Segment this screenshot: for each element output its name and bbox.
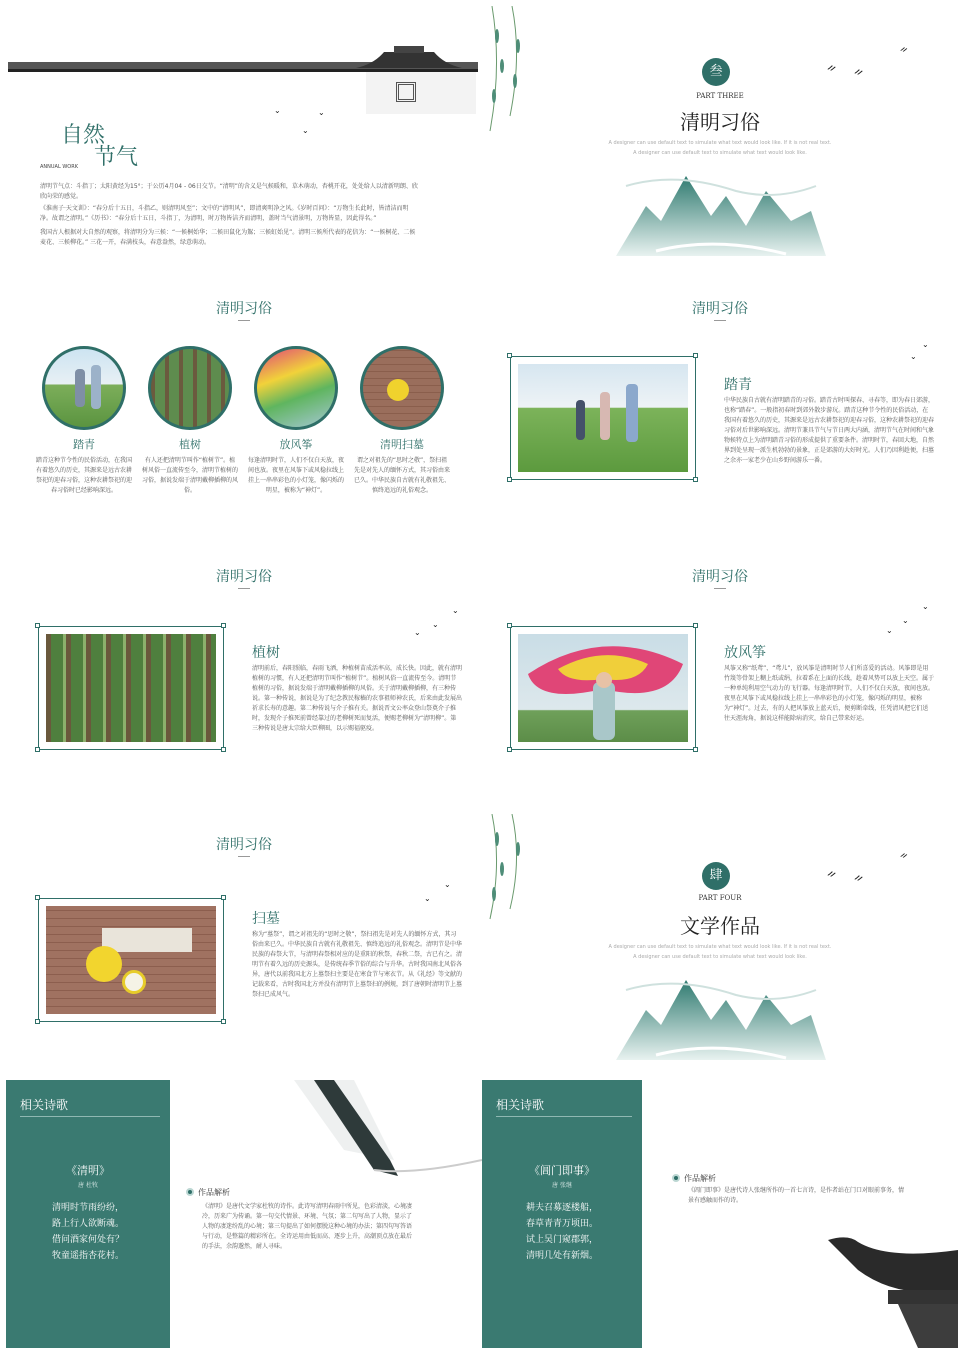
photo-tomb <box>46 906 216 1014</box>
section-title: 清明习俗 <box>216 301 272 317</box>
title-underline <box>238 588 250 589</box>
item-label: 清明扫墓 <box>380 438 424 451</box>
panel-title: 相关诗歌 <box>20 1098 69 1112</box>
item-heading: 扫墓 <box>252 911 280 927</box>
bird-icon: ⌄ <box>414 628 421 637</box>
slide-outing <box>482 278 958 546</box>
poem-line: 清明几处有新烟。 <box>525 1251 598 1261</box>
title-b: 节气 <box>94 145 139 170</box>
bird-icon: ᨀ <box>900 44 909 55</box>
section-title: 清明习俗 <box>692 301 748 317</box>
analysis-label: 作品解析 <box>684 1174 716 1183</box>
frame-corner <box>35 1019 40 1024</box>
mountain-illustration <box>616 166 826 270</box>
slide-tree-planting <box>6 546 482 814</box>
roof-corner-illustration <box>828 1230 958 1348</box>
photo-trees <box>46 634 216 742</box>
section-title: 清明习俗 <box>216 837 272 853</box>
part-desc-2: A designer can use default text to simulate what text would look like. <box>633 150 807 156</box>
frame-corner <box>221 1019 226 1024</box>
frame-corner <box>693 747 698 752</box>
willow-illustration <box>482 814 542 924</box>
poem-line: 路上行人欲断魂。 <box>51 1219 124 1229</box>
section-title: 清明习俗 <box>692 569 748 585</box>
custom-item <box>248 346 344 496</box>
frame-corner <box>35 895 40 900</box>
frame-corner <box>507 477 512 482</box>
photo-outing <box>518 364 688 472</box>
bird-icon: ⌄ <box>902 616 909 625</box>
lattice-window-icon <box>396 82 416 102</box>
title-underline <box>238 320 250 321</box>
roof-eave-illustration <box>294 1080 482 1190</box>
custom-item <box>354 346 450 496</box>
subtitle: ANNUAL WORK <box>40 164 78 170</box>
frame-corner <box>693 477 698 482</box>
bullet-dot <box>186 1188 194 1196</box>
slide-tomb-sweeping <box>6 814 482 1082</box>
item-heading: 踏青 <box>724 377 752 393</box>
frame-corner <box>221 895 226 900</box>
item-text: 有人还把清明节叫作“植树节”。植树风俗一直流传至今，清明节植树的习俗，据说发端于清明戴柳插柳的风俗。 <box>142 457 239 494</box>
item-paragraph: 中华民族自古就有清明踏青的习俗。踏青古时叫探春、寻春等，即为春日郊游，也称“踏春”。一般指初春时到郊外散步游玩。踏青这种节令性的民俗活动，在我国有着悠久的历史，其源来是远古农耕祭祀的迎春习俗，这种农耕祭祀的迎春习俗对后世影响深远。清明节兼具节气与节日两大内涵，清明节气在时间和气象物候特点上为清明踏青习俗的形成提供了重要条件。清明时节，春回大地，自然界到处呈现一派生机勃勃的景象，正是郊游的大好时光。人们乃因利趁便，扫墓之余亦一家老少在山乡野间游乐一番。 <box>724 397 935 464</box>
bird-icon: ⌄ <box>910 352 917 361</box>
custom-item <box>142 346 238 496</box>
bird-icon: ⌄ <box>424 894 431 903</box>
poem-line: 借问酒家何处有？ <box>51 1235 124 1245</box>
item-paragraph: 清明前后，春阳照临，春雨飞洒，种植树苗成活率高，成长快。因此，就有清明植树的习惯，有人还把清明节叫作“植树节”。植树风俗一直流传至今。清明节植树的习俗，据说发端于清明戴柳插柳的风俗。关于清明戴柳插柳，有三种传说。第一种传说，据说是为了纪念教民稼穑的农事祖师神农氏，后来由此发展出祈求长寿的意趣。第二种传说与介子推有关。据说晋文公率众登山祭奠介子推时，发现介子推死前曾经靠过的老柳树死而复活，便赐老柳树为“清明柳”。第三种传说是唐太宗给大臣柳圈，以示赐福驱疫。 <box>252 665 463 732</box>
item-text: 每逢清明时节，人们不仅白天放，夜间也放。夜里在风筝下或风稳拉线上挂上一串串彩色的小灯笼，像闪烁的明星，被称为“神灯”。 <box>248 457 345 494</box>
title-underline <box>714 320 726 321</box>
part-desc-1: A designer can use default text to simulate what text would look like. If it is not real text. <box>608 944 832 950</box>
slide-poem-changmen <box>482 1080 958 1348</box>
frame-corner <box>221 623 226 628</box>
bird-icon: ᨀ <box>854 64 864 78</box>
title-underline <box>238 856 250 857</box>
panel-title-underline <box>496 1116 632 1117</box>
slide-customs-overview <box>6 278 482 546</box>
bird-icon: ⌄ <box>302 126 309 135</box>
paragraph-3: 我国古人根据对大自然的观察，将清明分为三候：“一候桐始华；二候田鼠化为鴽；三候虹始见”。清明三候所代表的花信为：“一候桐花、二候麦花、三候柳花。” 三花一开，春满枝头，春意盎然，绿意萌动。 <box>40 229 416 246</box>
item-text: 谓之对祖先的“思时之敬”，祭扫祖先是对先人的缅怀方式，其习俗由来已久。中华民族自古就有礼敬祖先、慎终追远的礼俗观念。 <box>354 457 451 494</box>
photo-circle-tomb <box>360 346 444 430</box>
bird-icon: ⌄ <box>444 880 451 889</box>
bird-icon: ⌄ <box>886 626 893 635</box>
analysis-label: 作品解析 <box>198 1188 230 1197</box>
bird-icon: ⌄ <box>274 106 281 115</box>
pavilion-roof-illustration <box>354 42 464 72</box>
part-label: PART FOUR <box>698 894 742 902</box>
slide-part-four <box>482 814 958 1082</box>
item-label: 踏青 <box>73 438 95 451</box>
slide-part-three <box>482 6 958 274</box>
paragraph-2: 《淮南子·天文训》：“春分后十五日，斗指乙，则清明风至”；文中的“清明风”，即清爽明净之风。《岁时百问》：“万物生长此时，皆清洁而明净。故谓之清明。”《历书》：“春分后十五日，斗指丁，为清明，时万物皆洁齐而清明，盖时当气清景明，万物皆显，因此得名。” <box>40 205 409 222</box>
analysis-text: 《阊门即事》是唐代诗人张继所作的一首七言诗，是作者站在门口对眼前事务，情景有感触而作的诗。 <box>688 1187 905 1204</box>
mountain-illustration <box>616 970 826 1074</box>
frame-corner <box>35 747 40 752</box>
bird-icon: ᨀ <box>827 60 837 74</box>
bird-icon: ⌄ <box>922 340 929 349</box>
frame-corner <box>507 747 512 752</box>
title-a: 自然 <box>61 123 106 148</box>
frame-corner <box>221 747 226 752</box>
panel-title: 相关诗歌 <box>496 1098 545 1112</box>
photo-circle-trees <box>148 346 232 430</box>
poem-author: 唐 杜牧 <box>78 1182 98 1189</box>
bird-icon: ᨀ <box>827 866 837 880</box>
poem-title: 《阊门即事》 <box>529 1164 595 1177</box>
slide-kite-flying <box>482 546 958 814</box>
bird-icon: ᨀ <box>854 870 864 884</box>
item-label: 植树 <box>179 438 201 451</box>
item-paragraph: 风筝又称“纸鸢”、“鸢儿”，放风筝是清明时节人们所喜爱的活动。风筝即是用竹篾等骨架上糊上纸或绢，拉着系在上面的长线，趁着风势可以放上天空。属于一种单纯利用空气动力的飞行器。每逢清明时节，人们不仅白天放，夜间也放。夜里在风筝下或风稳拉线上挂上一串串彩色的小灯笼，像闪烁的明星，被称为“神灯”。过去，有的人把风筝放上蓝天后，便剪断牵线，任凭清风把它们送往天涯海角，据说这样能除病消灾，给自己带来好运。 <box>724 665 935 722</box>
custom-item <box>36 346 132 496</box>
poem-author: 唐 张继 <box>552 1182 572 1189</box>
frame-corner <box>693 623 698 628</box>
item-label: 放风筝 <box>279 438 313 451</box>
analysis-text: 《清明》是唐代文学家杜牧的诗作。此诗写清明春雨中所见，色彩清淡，心境凄冷，历来广为传诵。第一句交代情景、环境、气氛；第二句写出了人物，显示了人物的凄迷纷乱的心境；第三句提出了如何摆脱这种心境的办法；第四句写答语与行动，是整篇的精彩所在。全诗运用由低而高、逐步上升，高潮顶点放在最后的手法，余韵邈然，耐人寻味。 <box>202 1203 413 1250</box>
frame-corner <box>507 353 512 358</box>
teal-panel <box>482 1080 642 1348</box>
teal-panel <box>6 1080 170 1348</box>
photo-circle-kite <box>254 346 338 430</box>
poem-line: 春草青青万顷田。 <box>525 1219 598 1229</box>
slide-natural-solar-term <box>6 6 482 274</box>
panel-title-underline <box>20 1116 160 1117</box>
frame-corner <box>693 353 698 358</box>
wall-body-illustration <box>366 72 476 114</box>
item-heading: 植树 <box>252 645 280 661</box>
item-text: 踏青这种节令性的民俗活动，在我国有着悠久的历史，其源来是远古农耕祭祀的迎春习俗，这种农耕祭祀的迎春习俗时已经影响深远。 <box>36 457 133 494</box>
badge-circle: 叁 <box>702 58 730 86</box>
item-heading: 放风筝 <box>724 645 766 661</box>
part-desc-1: A designer can use default text to simulate what text would look like. If it is not real text. <box>608 140 832 146</box>
bird-icon: ᨀ <box>900 850 909 861</box>
part-desc-2: A designer can use default text to simulate what text would look like. <box>633 954 807 960</box>
badge-circle: 肆 <box>702 862 730 890</box>
poem-line: 清明时节雨纷纷， <box>51 1203 124 1213</box>
title-underline <box>714 588 726 589</box>
part-title: 文学作品 <box>680 914 760 938</box>
frame-corner <box>35 623 40 628</box>
bird-icon: ⌄ <box>452 606 459 615</box>
poem-line: 试上吴门窥郡郭， <box>525 1235 598 1245</box>
photo-kite <box>518 634 688 742</box>
photo-circle-outing <box>42 346 126 430</box>
poem-line: 耕夫召募逐楼船， <box>525 1203 598 1213</box>
frame-corner <box>507 623 512 628</box>
part-label: PART THREE <box>696 92 744 100</box>
slide-poem-qingming <box>6 1080 482 1348</box>
part-title: 清明习俗 <box>680 110 760 134</box>
bird-icon: ⌄ <box>318 108 325 117</box>
bird-icon: ⌄ <box>922 602 929 611</box>
bullet-dot <box>672 1174 680 1182</box>
paragraph-1: 清明节气点：斗指丁；太阳黄经为15°；于公历4月04 - 06日交节。“清明”的含义是气候暖和，草木萌动，杏桃开花，处处给人以清新明朗、欣欣向荣的感觉。 <box>40 183 418 200</box>
bird-icon: ⌄ <box>432 620 439 629</box>
poem-title: 《清明》 <box>66 1164 110 1177</box>
section-title: 清明习俗 <box>216 569 272 585</box>
item-paragraph: 称为“墓祭”，谓之对祖先的“思时之敬”，祭扫祖先是对先人的缅怀方式，其习俗由来已久。中华民族自古就有礼敬祖先、慎终追远的礼俗观念。清明节是中华民族的春祭大节，与清明春祭相对应的是重阳的秋祭，春秋二祭，古已有之。清明节有着久远的历史源头，是传统春季节俗的综合与升华。古时我国南北风俗各异，唐代以前我国北方上墓祭扫主要是在寒食节与寒衣节。从《礼经》等文献的记载来看，古时我国北方并没有清明节上墓祭扫的例规，到了唐朝时清明节上墓祭扫已成风气。 <box>252 931 463 998</box>
poem-line: 牧童遥指杏花村。 <box>51 1251 124 1261</box>
